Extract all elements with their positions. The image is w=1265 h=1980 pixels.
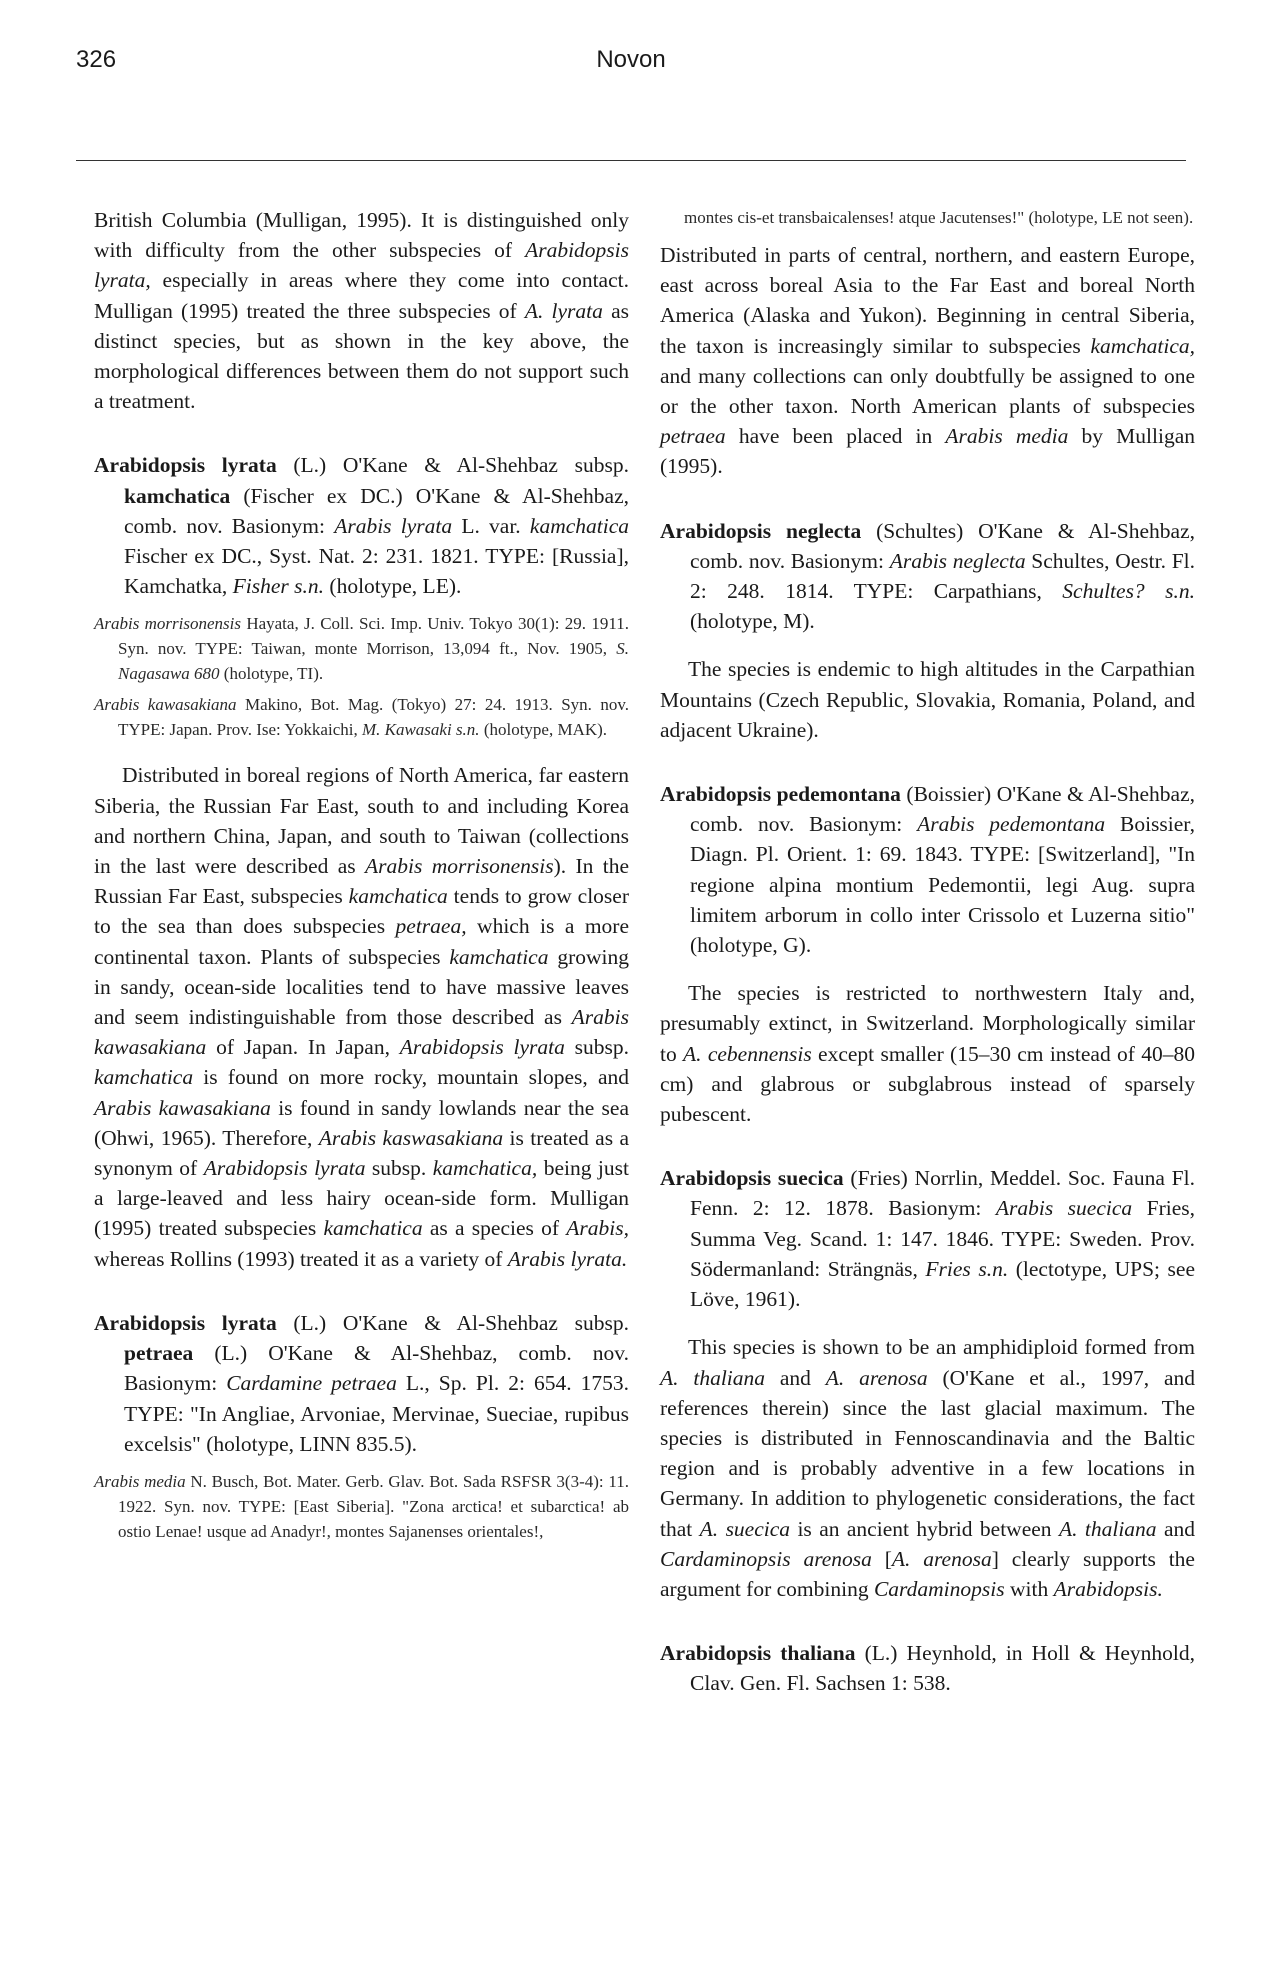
page-number: 326 [76, 46, 117, 73]
synonym-morrisonensis: Arabis morrisonensis Hayata, J. Coll. Sci. Imp. Univ. Tokyo 30(1): 29. 1911. Syn. nov. TYPE: Taiwan, monte Morrison, 13,094 ft., Nov. 1905, S. Nagasawa 680 (holotype, TI). [94, 614, 629, 684]
header-rule [76, 160, 1186, 161]
synonym-media: Arabis media N. Busch, Bot. Mater. Gerb. Glav. Bot. Sada RSFSR 3(3-4): 11. 1922. Syn. nov. TYPE: [East Siberia]. "Zona arctica! et subarctica! ab ostio Lenae! usque ad Anadyr!, montes Sajanenses orientales!, [94, 1471, 629, 1541]
taxon-entry-pedemontana: Arabidopsis pedemontana (Boissier) O'Kane & Al-Shehbaz, comb. nov. Basionym: Arabis pedemontana Boissier, Diagn. Pl. Orient. 1: 69. 1843. TYPE: [Switzerland], "In regione alpina montium Pedemontii, legi Aug. supra limitem arborum in collo inter Crissolo et Luzerna sitio" (holotype, G). [660, 782, 1195, 958]
paragraph-pedemontana-distribution: The species is restricted to northwestern Italy and, presumably extinct, in Switzerland. Morphologically similar to A. cebennensis except smaller (15–30 cm instead of 40–80 cm) and glabrous or subglabrous instead of sparsely pubescent. [660, 981, 1195, 1127]
taxon-entry-petraea: Arabidopsis lyrata (L.) O'Kane & Al-Shehbaz subsp. petraea (L.) O'Kane & Al-Shehbaz, comb. nov. Basionym: Cardamine petraea L., Sp. Pl. 2: 654. 1753. TYPE: "In Angliae, Arvoniae, Mervinae, Sueciae, rupibus excelsis" (holotype, LINN 835.5). [94, 1310, 629, 1456]
paragraph-suecica-discussion: This species is shown to be an amphidiploid formed from A. thaliana and A. arenosa (O'Kane et al., 1997, and references therein) since the last glacial maximum. The species is distributed in Fennoscandinavia and the Baltic region and is probably adventive in a few locations in Germany. In addition to phylogenetic considerations, the fact that A. suecica is an ancient hybrid between A. thaliana and Cardaminopsis arenosa [A. arenosa] clearly supports the argument for combining Cardaminopsis with Arabidopsis. [660, 1335, 1195, 1601]
taxon-entry-suecica: Arabidopsis suecica (Fries) Norrlin, Meddel. Soc. Fauna Fl. Fenn. 2: 12. 1878. Basionym: Arabis suecica Fries, Summa Veg. Scand. 1: 147. 1846. TYPE: Sweden. Prov. Södermanland: Strängnäs, Fries s.n. (lectotype, UPS; see Löve, 1961). [660, 1166, 1196, 1312]
taxon-entry-kamchatica: Arabidopsis lyrata (L.) O'Kane & Al-Shehbaz subsp. kamchatica (Fischer ex DC.) O'Kane & Al-Shehbaz, comb. nov. Basionym: Arabis lyrata L. var. kamchatica Fischer ex DC., Syst. Nat. 2: 231. 1821. TYPE: [Russia], Kamchatka, Fisher s.n. (holotype, LE). [94, 453, 630, 599]
paragraph-intro: British Columbia (Mulligan, 1995). It is distinguished only with difficulty from the other subspecies of Arabidopsis lyrata, especially in areas where they come into contact. Mulligan (1995) treated the three subspecies of A. lyrata as distinct species, but as shown in the key above, the morphological differences between them do not support such a treatment. [94, 208, 629, 414]
running-header [76, 40, 1186, 80]
journal-title: Novon [596, 46, 666, 73]
paragraph-kamchatica-distribution: Distributed in boreal regions of North America, far eastern Siberia, the Russian Far East, south to and including Korea and northern China, Japan, and south to Taiwan (collections in the last were described as Arabis morrisonensis). In the Russian Far East, subspecies kamchatica tends to grow closer to the sea than does subspecies petraea, which is a more continental taxon. Plants of subspecies kamchatica growing in sandy, ocean-side localities tend to have massive leaves and seem indistinguishable from those described as Arabis kawasakiana of Japan. In Japan, Arabidopsis lyrata subsp. kamchatica is found on more rocky, mountain slopes, and Arabis kawasakiana is found in sandy lowlands near the sea (Ohwi, 1965). Therefore, Arabis kaswasakiana is treated as a synonym of Arabidopsis lyrata subsp. kamchatica, being just a large-leaved and less hairy ocean-side form. Mulligan (1995) treated subspecies kamchatica as a species of Arabis, whereas Rollins (1993) treated it as a variety of Arabis lyrata. [94, 763, 629, 1271]
left-column [94, 205, 629, 1544]
taxon-entry-neglecta: Arabidopsis neglecta (Schultes) O'Kane & Al-Shehbaz, comb. nov. Basionym: Arabis neglecta Schultes, Oestr. Fl. 2: 248. 1814. TYPE: Carpathians, Schultes? s.n. (holotype, M). [660, 518, 1196, 634]
paragraph-petraea-distribution: Distributed in parts of central, northern, and eastern Europe, east across boreal Asia to the Far East and boreal North America (Alaska and Yukon). Beginning in central Siberia, the taxon is increasingly similar to subspecies kamchatica, and many collections can only doubtfully be assigned to one or the other taxon. North American plants of subspecies petraea have been placed in Arabis media by Mulligan (1995). [660, 243, 1195, 479]
synonym-media-continued: montes cis-et transbaicalenses! atque Jacutenses!" (holotype, LE not seen). [684, 208, 1194, 227]
taxon-entry-thaliana: Arabidopsis thaliana (L.) Heynhold, in Holl & Heynhold, Clav. Gen. Fl. Sachsen 1: 538. [660, 1641, 1195, 1696]
paragraph-neglecta-distribution: The species is endemic to high altitudes in the Carpathian Mountains (Czech Republic, Slovakia, Romania, Poland, and adjacent Ukraine). [660, 657, 1195, 742]
right-column [660, 205, 1195, 1699]
synonym-kawasakiana: Arabis kawasakiana Makino, Bot. Mag. (Tokyo) 27: 24. 1913. Syn. nov. TYPE: Japan. Prov. Ise: Yokkaichi, M. Kawasaki s.n. (holotype, MAK). [94, 695, 630, 740]
